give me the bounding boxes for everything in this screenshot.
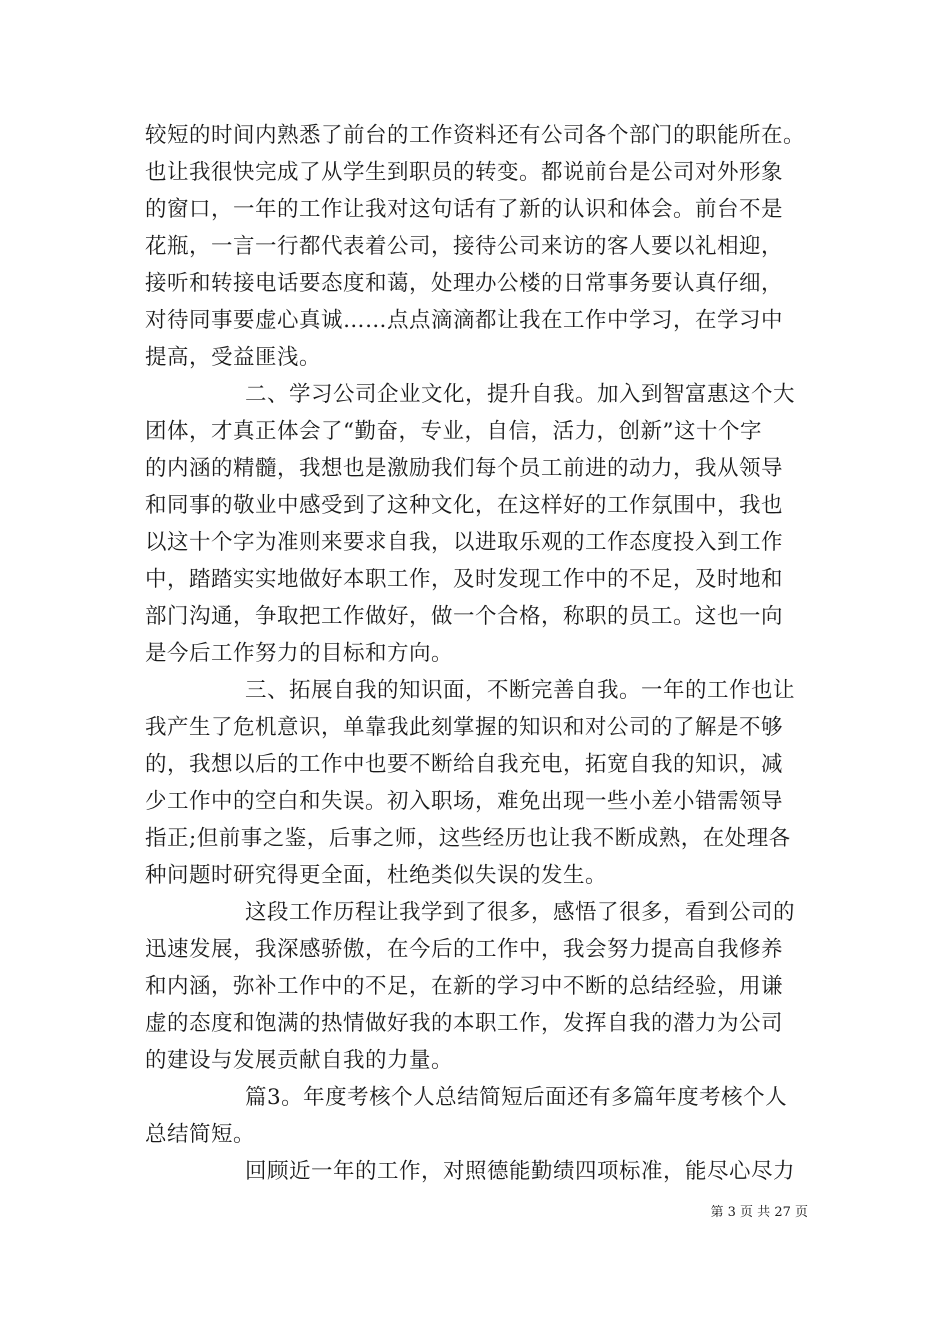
paragraph-start-line: 三、拓展自我的知识面，不断完善自我。一年的工作也让 bbox=[245, 678, 796, 703]
text-line: 花瓶，一言一行都代表着公司，接待公司来访的客人要以礼相迎， bbox=[145, 234, 784, 259]
text-line: 我产生了危机意识，单靠我此刻掌握的知识和对公司的了解是不够 bbox=[145, 715, 784, 740]
text-line: 部门沟通，争取把工作做好，做一个合格，称职的员工。这也一向 bbox=[145, 604, 784, 629]
text-line: 对待同事要虚心真诚……点点滴滴都让我在工作中学习，在学习中 bbox=[145, 308, 784, 333]
text-line: 的建设与发展贡献自我的力量。 bbox=[145, 1048, 454, 1073]
text-line: 和同事的敬业中感受到了这种文化，在这样好的工作氛围中，我也 bbox=[145, 493, 784, 518]
text-line: 迅速发展，我深感骄傲，在今后的工作中，我会努力提高自我修养 bbox=[145, 937, 784, 962]
paragraph-start-line: 二、学习公司企业文化，提升自我。加入到智富惠这个大 bbox=[245, 382, 796, 407]
text-line: 种问题时研究得更全面，杜绝类似失误的发生。 bbox=[145, 863, 608, 888]
text-line: 少工作中的空白和失误。初入职场，难免出现一些小差小错需领导 bbox=[145, 789, 784, 814]
text-line: 以这十个字为准则来要求自我，以进取乐观的工作态度投入到工作 bbox=[145, 530, 784, 555]
text-line: 的窗口，一年的工作让我对这句话有了新的认识和体会。前台不是 bbox=[145, 197, 784, 222]
text-line: 接听和转接电话要态度和蔼，处理办公楼的日常事务要认真仔细， bbox=[145, 271, 784, 296]
paragraph-start-line: 回顾近一年的工作，对照德能勤绩四项标准，能尽心尽力 bbox=[245, 1159, 796, 1184]
page-number-footer: 第 3 页 共 27 页 bbox=[710, 1205, 808, 1220]
paragraph-start-line: 这段工作历程让我学到了很多，感悟了很多，看到公司的 bbox=[245, 900, 796, 925]
text-line: 是今后工作努力的目标和方向。 bbox=[145, 641, 454, 666]
text-line: 较短的时间内熟悉了前台的工作资料还有公司各个部门的职能所在。 bbox=[145, 123, 806, 148]
text-line: 团体，才真正体会了“勤奋，专业，自信，活力，创新”这十个字 bbox=[145, 419, 762, 444]
text-line: 中，踏踏实实地做好本职工作，及时发现工作中的不足，及时地和 bbox=[145, 567, 784, 592]
text-line: 指正;但前事之鉴，后事之师，这些经历也让我不断成熟，在处理各 bbox=[145, 826, 791, 851]
text-line: 的，我想以后的工作中也要不断给自我充电，拓宽自我的知识，减 bbox=[145, 752, 784, 777]
text-line: 和内涵，弥补工作中的不足，在新的学习中不断的总结经验，用谦 bbox=[145, 974, 784, 999]
text-line: 的内涵的精髓，我想也是激励我们每个员工前进的动力，我从领导 bbox=[145, 456, 784, 481]
text-line: 也让我很快完成了从学生到职员的转变。都说前台是公司对外形象 bbox=[145, 160, 784, 185]
text-line: 提高，受益匪浅。 bbox=[145, 345, 322, 370]
document-body bbox=[145, 117, 807, 1190]
paragraph-start-line: 篇3。年度考核个人总结简短后面还有多篇年度考核个人 bbox=[245, 1085, 788, 1110]
text-line: 总结简短。 bbox=[145, 1122, 256, 1147]
text-line: 虚的态度和饱满的热情做好我的本职工作，发挥自我的潜力为公司 bbox=[145, 1011, 784, 1036]
